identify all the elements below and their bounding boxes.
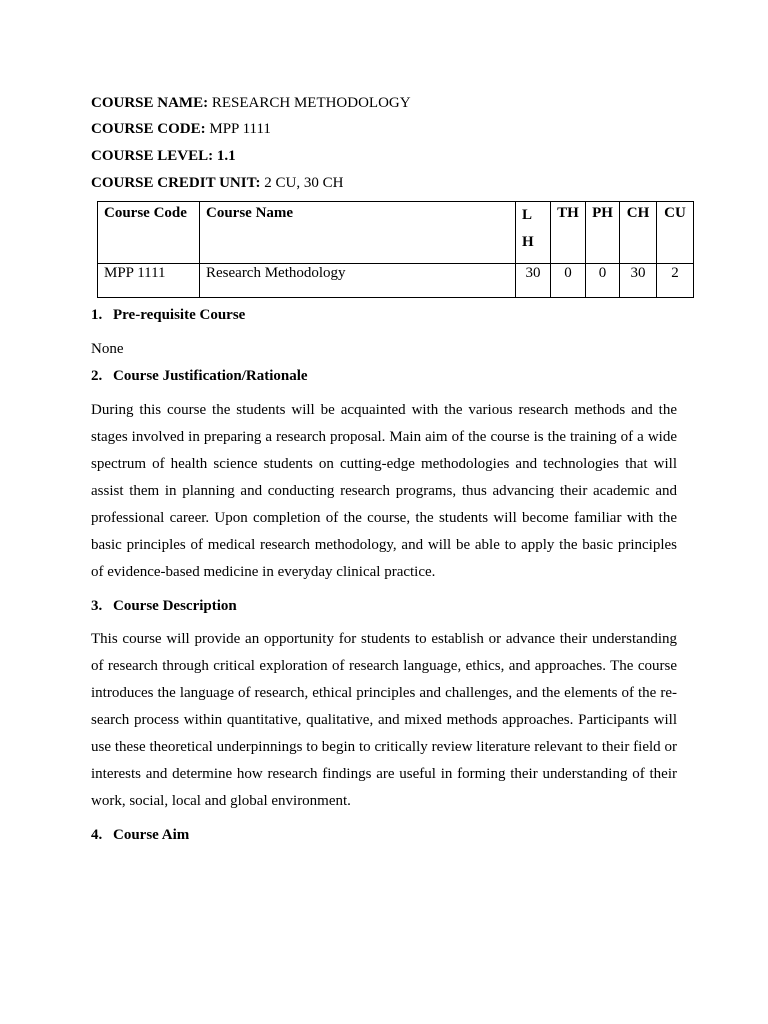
section-heading-justification <box>91 367 308 385</box>
section-title: Course Description <box>113 598 237 614</box>
cell-ph: 0 <box>586 264 620 298</box>
course-name-line <box>91 94 411 112</box>
header-cu: CU <box>657 202 694 264</box>
section-title: Course Aim <box>113 827 190 843</box>
header-lh <box>516 202 551 264</box>
header-ph: PH <box>586 202 620 264</box>
cell-course-name: Research Methodology <box>200 264 516 298</box>
course-code-label: COURSE CODE: <box>91 121 206 137</box>
course-code-line <box>91 120 271 138</box>
course-credit-line <box>91 174 343 192</box>
cell-lh: 30 <box>516 264 551 298</box>
header-th: TH <box>551 202 586 264</box>
section-number: 3. <box>91 598 103 614</box>
course-level-label: COURSE LEVEL: 1.1 <box>91 148 236 164</box>
section-number: 1. <box>91 307 103 323</box>
course-name-label: COURSE NAME: <box>91 95 209 111</box>
course-level-line <box>91 147 236 165</box>
justification-body: During this course the students will be acquainted with the various research methods and the stages involved in preparing a research proposal. Main aim of the course is the training of a wide spectrum of health science students on cutting-edge methodologies and technologies that will assist them in planning and conducting research programs, thus advancing their academic and professional career. Upon completion of the course, the students will become familiar with the basic principles of medical research methodology, and will be able to apply the basic principles of evidence-based medicine in everyday clinical practice. <box>91 402 677 580</box>
section-heading-description <box>91 597 237 615</box>
table-header-row <box>98 202 694 264</box>
course-name-value: RESEARCH METHODOLOGY <box>211 95 411 111</box>
table-row <box>98 264 694 298</box>
header-course-code: Course Code <box>98 202 200 264</box>
section-number: 2. <box>91 368 103 384</box>
cell-th: 0 <box>551 264 586 298</box>
prerequisite-body: None <box>91 341 124 357</box>
cell-cu: 2 <box>657 264 694 298</box>
cell-course-code: MPP 1111 <box>98 264 200 298</box>
cell-ch: 30 <box>620 264 657 298</box>
section-heading-aim <box>91 826 189 844</box>
course-credit-value: 2 CU, 30 CH <box>264 175 344 191</box>
section-number: 4. <box>91 827 103 843</box>
section-title: Pre-requisite Course <box>113 307 246 323</box>
course-table <box>97 201 694 298</box>
course-credit-label: COURSE CREDIT UNIT: <box>91 175 261 191</box>
section-title: Course Justification/Rationale <box>113 368 308 384</box>
description-body: This course will provide an opportunity for students to establish or advance their understanding of research through critical exploration of research language, ethics, and approaches. The course introduces the language of research, ethical principles and challenges, and the elements of the re-search process within quantitative, qualitative, and mixed methods approaches. Participants will use these theoretical underpinnings to begin to critically review literature relevant to their field or interests and determine how research findings are useful in forming their understanding of their work, social, local and global environment. <box>91 631 677 809</box>
header-lh-h: H <box>522 234 534 250</box>
course-code-value: MPP 1111 <box>209 121 271 137</box>
header-course-name: Course Name <box>200 202 516 264</box>
section-heading-prerequisite <box>91 306 245 324</box>
header-lh-l: L <box>522 207 533 223</box>
header-ch: CH <box>620 202 657 264</box>
